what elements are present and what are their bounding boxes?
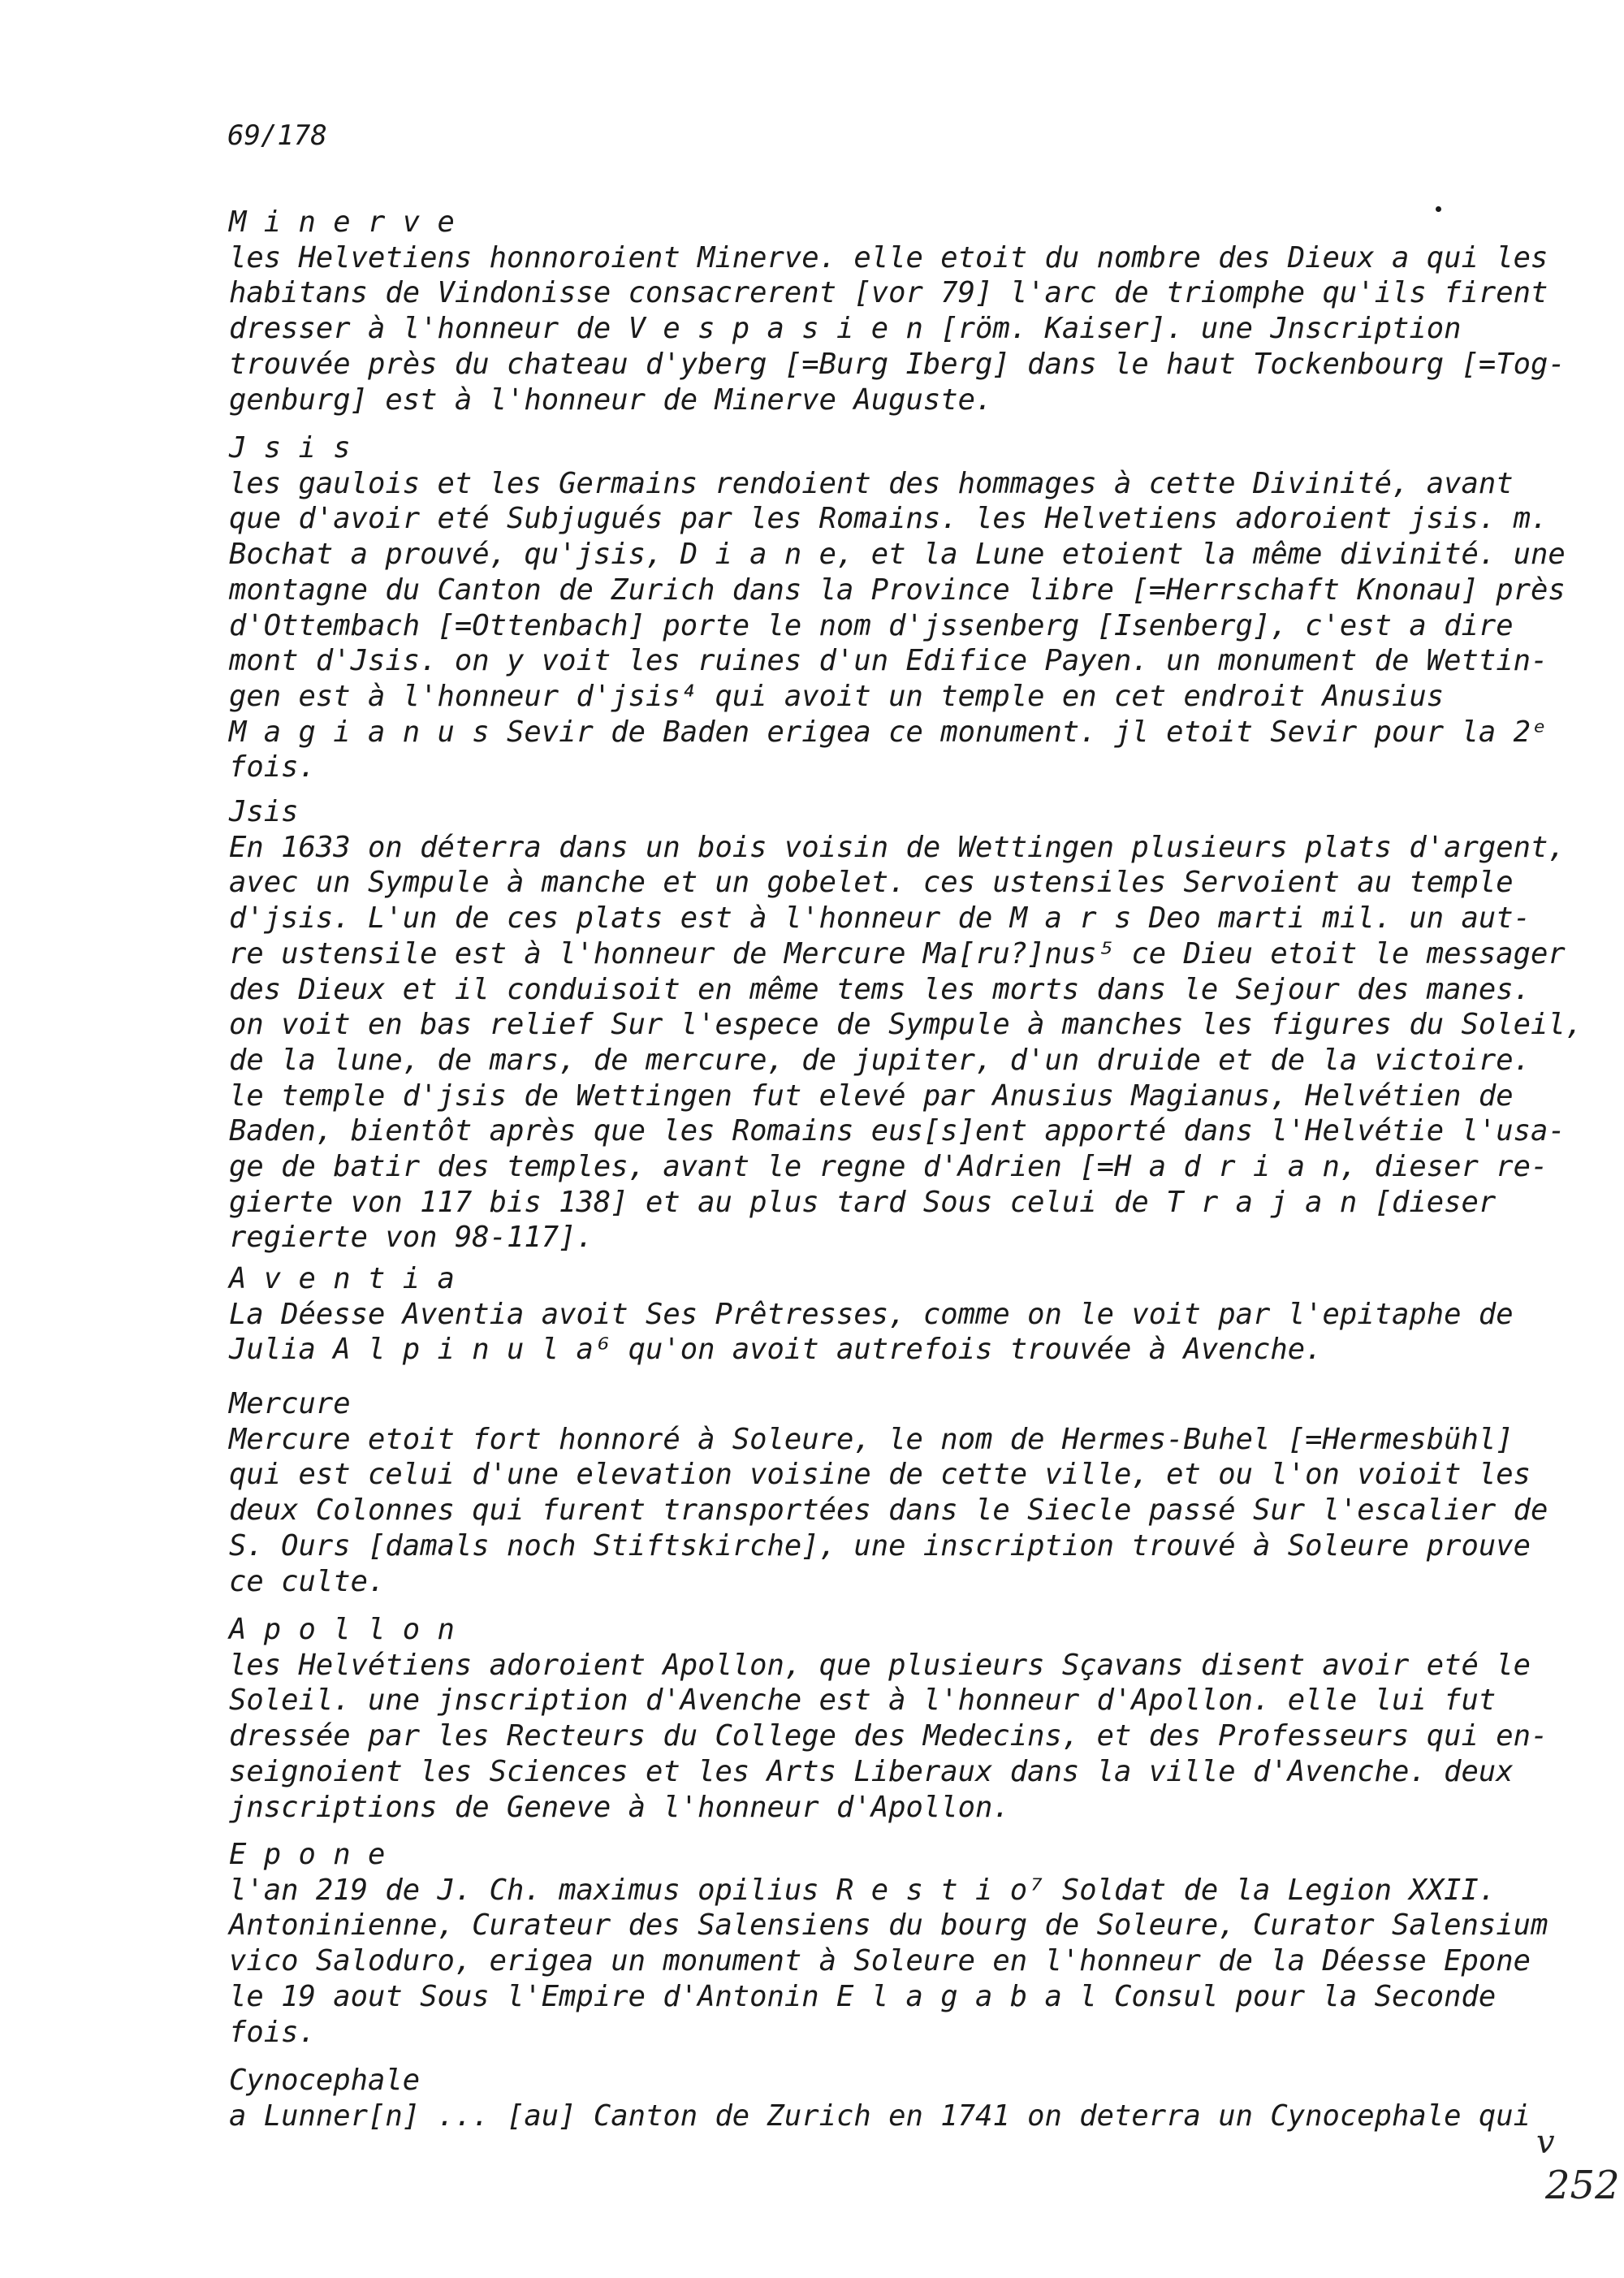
entry-line: d'Ottembach [=Ottenbach] porte le nom d'jssenberg [Isenberg], c'est a dire [229, 608, 1514, 642]
entry-line: d'jsis. L'un de ces plats est à l'honneur de M a r s Deo marti mil. un aut- [229, 901, 1531, 936]
entry-line: jnscriptions de Geneve à l'honneur d'Apollon. [229, 1790, 1010, 1824]
entry-line: qui est celui d'une elevation voisine de cette ville, et ou l'on voioit les [229, 1458, 1531, 1492]
entry-line: avec un Sympule à manche et un gobelet. ces ustensiles Servoient au temple [229, 866, 1514, 900]
handwritten-folio-number: 252 [1545, 2163, 1620, 2208]
entry-line: ce culte. [229, 1564, 386, 1598]
entry-heading: Jsis [229, 795, 299, 828]
entry-line: La Déesse Aventia avoit Ses Prêtresses, comme on le voit par l'epitaphe de [229, 1297, 1514, 1331]
entry-line: Bochat a prouvé, qu'jsis, D i a n e, et la Lune etoient la même divinité. une [229, 538, 1566, 572]
entry-line: S. Ours [damals noch Stiftskirche], une inscription trouvé à Soleure prouve [229, 1528, 1531, 1563]
entry-line: le 19 aout Sous l'Empire d'Antonin E l a g a b a l Consul pour la Seconde [229, 1979, 1497, 2013]
entry-line: fois. [229, 2015, 316, 2049]
entry-line: le temple d'jsis de Wettingen fut elevé par Anusius Magianus, Helvétien de [229, 1078, 1514, 1113]
entry-line: habitans de Vindonisse consacrerent [vor 79] l'arc de triomphe qu'ils firent [229, 276, 1548, 310]
entry-heading: J s i s [229, 431, 351, 465]
page-number: 69/178 [227, 119, 327, 152]
entry-line: vico Saloduro, erigea un monument à Soleure en l'honneur de la Déesse Epone [229, 1944, 1531, 1978]
entry-heading: Cynocephale [229, 2064, 421, 2097]
entry-line: ge de batir des temples, avant le regne d'Adrien [=H a d r i a n, dieser re- [229, 1150, 1548, 1184]
entry-line: on voit en bas relief Sur l'espece de Sympule à manches les figures du Soleil, [229, 1008, 1583, 1042]
entry-minerve [229, 205, 1566, 417]
entry-heading: A p o l l o n [229, 1613, 455, 1646]
entry-line: a Lunner[n] ... [au] Canton de Zurich en 1741 on deterra un Cynocephale qui [229, 2099, 1531, 2133]
entry-line: trouvée près du chateau d'yberg [=Burg Iberg] dans le haut Tockenbourg [=Tog- [229, 347, 1566, 381]
entry-jsis-2 [229, 794, 1583, 1256]
entry-line: re ustensile est à l'honneur de Mercure Ma[ru?]nus⁵ ce Dieu etoit le messager [229, 936, 1566, 970]
entry-line: des Dieux et il conduisoit en même tems les morts dans le Sejour des manes. [229, 972, 1531, 1006]
entry-line: dressée par les Recteurs du College des Medecins, et des Professeurs qui en- [229, 1719, 1548, 1753]
entry-line: de la lune, de mars, de mercure, de jupiter, d'un druide et de la victoire. [229, 1043, 1531, 1077]
entry-jsis-1 [229, 430, 1566, 785]
entry-line: regierte von 98-117]. [229, 1221, 594, 1255]
entry-line: l'an 219 de J. Ch. maximus opilius R e s t i o⁷ Soldat de la Legion XXII. [229, 1873, 1497, 1907]
entry-heading: M i n e r v e [229, 205, 455, 239]
entry-line: montagne du Canton de Zurich dans la Province libre [=Herrschaft Knonau] près [229, 573, 1566, 607]
entry-line: Baden, bientôt après que les Romains eus[s]ent apporté dans l'Helvétie l'usa- [229, 1114, 1566, 1148]
entry-heading: E p o n e [229, 1838, 386, 1871]
entry-mercure [229, 1386, 1548, 1599]
entry-line: mont d'Jsis. on y voit les ruines d'un Edifice Payen. un monument de Wettin- [229, 644, 1548, 678]
entry-apollon [229, 1612, 1548, 1825]
entry-epone [229, 1837, 1548, 2050]
entry-line: gen est à l'honneur d'jsis⁴ qui avoit un temple en cet endroit Anusius [229, 679, 1445, 713]
handwritten-check-mark: v [1536, 2124, 1555, 2161]
entry-line: Soleil. une jnscription d'Avenche est à l'honneur d'Apollon. elle lui fut [229, 1684, 1497, 1718]
entry-line: que d'avoir eté Subjugués par les Romains. les Helvetiens adoroient jsis. m. [229, 502, 1548, 536]
entry-line: seignoient les Sciences et les Arts Liberaux dans la ville d'Avenche. deux [229, 1754, 1514, 1788]
entry-heading: Mercure [229, 1387, 351, 1420]
entry-line: Julia A l p i n u l a⁶ qu'on avoit autrefois trouvée à Avenche. [229, 1333, 1323, 1367]
entry-line: Antoninienne, Curateur des Salensiens du bourg de Soleure, Curator Salensium [229, 1908, 1548, 1943]
entry-line: les Helvétiens adoroient Apollon, que plusieurs Sçavans disent avoir eté le [229, 1648, 1531, 1682]
entry-cynocephale [229, 2063, 1531, 2133]
entry-line: fois. [229, 750, 316, 785]
entry-line: En 1633 on déterra dans un bois voisin de Wettingen plusieurs plats d'argent, [229, 830, 1566, 864]
entry-line: les gaulois et les Germains rendoient des hommages à cette Divinité, avant [229, 466, 1514, 500]
entry-aventia [229, 1261, 1520, 1368]
entry-line: les Helvetiens honnoroient Minerve. elle etoit du nombre des Dieux a qui les [229, 240, 1548, 274]
entry-line: M a g i a n u s Sevir de Baden erigea ce monument. jl etoit Sevir pour la 2ᵉ [229, 715, 1548, 749]
entry-line: genburg] est à l'honneur de Minerve Auguste. [229, 383, 993, 417]
entry-line: Mercure etoit fort honnoré à Soleure, le nom de Hermes-Buhel [=Hermesbühl] [229, 1422, 1514, 1456]
entry-heading: A v e n t i a [229, 1262, 455, 1295]
entry-line: dresser à l'honneur de V e s p a s i e n [röm. Kaiser]. une Jnscription [229, 312, 1462, 346]
entry-line: deux Colonnes qui furent transportées dans le Siecle passé Sur l'escalier de [229, 1493, 1548, 1528]
entry-line: gierte von 117 bis 138] et au plus tard Sous celui de T r a j a n [dieser [229, 1185, 1497, 1219]
